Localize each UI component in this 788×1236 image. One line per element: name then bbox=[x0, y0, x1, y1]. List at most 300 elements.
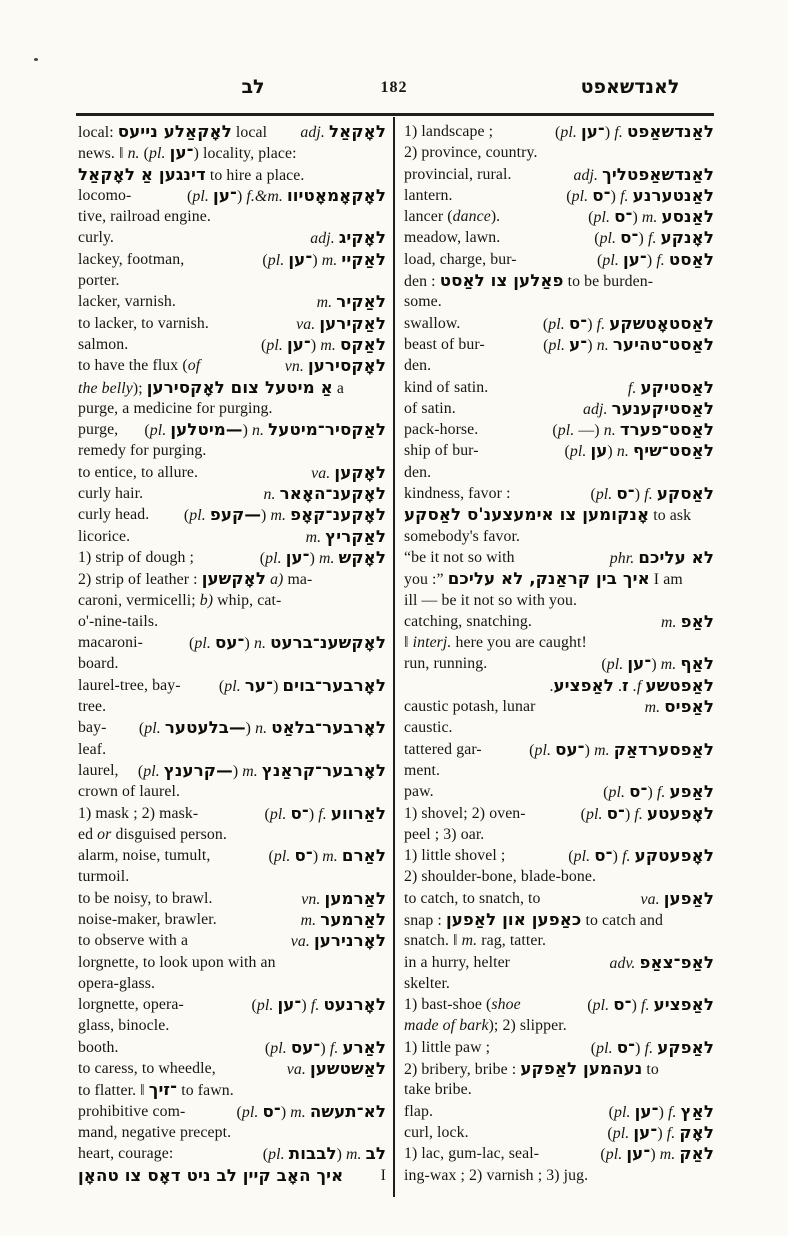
dictionary-line bbox=[78, 164, 386, 185]
entry-right-text: (pl. —קעפ) m. לאָקענ־קאָפ bbox=[183, 505, 386, 525]
entry-right-text: (pl. ־ס) f. לאַנטערנע bbox=[566, 185, 714, 205]
entry-left-text: lancer (dance). bbox=[404, 208, 501, 226]
entry-left-text: curl, lock. bbox=[404, 1123, 469, 1141]
entry-left-text: purge, a medicine for purging. bbox=[78, 399, 273, 417]
entry-left-text: 1) strip of dough ; bbox=[78, 548, 194, 566]
entry-left-text: דינגען אַ לאָקאַל to hire a place. bbox=[78, 164, 305, 184]
hebrew-text: לאָקאָמאָטיוו bbox=[286, 185, 386, 205]
hebrew-text: לאָפעטע bbox=[646, 803, 714, 823]
hebrew-text: ־ען bbox=[622, 249, 647, 269]
entry-left-text: take bribe. bbox=[404, 1081, 472, 1099]
hebrew-text: לאַנטערנע bbox=[632, 185, 714, 205]
entry-left-text: kindness, favor : bbox=[404, 485, 511, 503]
hebrew-text: ־ס bbox=[568, 313, 588, 333]
hebrew-text: ־ען bbox=[634, 1101, 659, 1121]
dictionary-line bbox=[78, 973, 386, 994]
entry-left-text: snatch. ‖ m. rag, tatter. bbox=[404, 932, 547, 950]
entry-left-text: 2) province, country. bbox=[404, 144, 538, 162]
entry-left-text: noise-maker, brawler. bbox=[78, 910, 217, 928]
dictionary-line bbox=[404, 675, 714, 696]
entry-left-text: ship of bur- bbox=[404, 442, 479, 460]
dictionary-line bbox=[78, 1037, 386, 1058]
entry-right-text: (pl. ־ען) m. לאַף bbox=[601, 654, 714, 674]
hebrew-text: ־עס bbox=[215, 633, 245, 653]
dictionary-line bbox=[78, 952, 386, 973]
dictionary-line bbox=[78, 632, 386, 653]
hebrew-text: לאַרמען bbox=[324, 888, 386, 908]
hebrew-text: ־ען bbox=[277, 995, 302, 1015]
entry-right-text: (pl. ־ס) m. לא־תעשה bbox=[236, 1101, 386, 1121]
entry-left-text: to flatter. ‖ ־זיך to fawn. bbox=[78, 1080, 234, 1100]
dictionary-line bbox=[78, 483, 386, 504]
entry-left-text: to caress, to wheedle, bbox=[78, 1060, 216, 1078]
dictionary-line bbox=[404, 760, 714, 781]
dictionary-line bbox=[78, 1165, 386, 1186]
dictionary-line bbox=[404, 419, 714, 440]
dictionary-line bbox=[78, 675, 386, 696]
hebrew-text: ־ען bbox=[626, 1144, 651, 1164]
hebrew-text: כאַפען און לאַפען bbox=[445, 909, 582, 929]
hebrew-text: לאַשטשען bbox=[309, 1059, 386, 1079]
entry-left-text: laurel, bbox=[78, 761, 119, 779]
entry-right-text: (pl. ־ען) m. לאַק bbox=[600, 1144, 714, 1164]
hebrew-text: לאָקש bbox=[338, 547, 386, 567]
dictionary-line bbox=[404, 462, 714, 483]
hebrew-text: לאַקיר bbox=[336, 292, 386, 312]
hebrew-text: לאַף bbox=[680, 654, 714, 674]
entry-left-text: 1) little paw ; bbox=[404, 1038, 491, 1056]
hebrew-text: לב bbox=[365, 1144, 386, 1164]
dictionary-line bbox=[404, 590, 714, 611]
entry-right-text: (pl. —) n. לאַסט־פערד bbox=[552, 420, 714, 440]
entry-left-text: to observe with a bbox=[78, 932, 189, 950]
entry-left-text: 2) strip of leather : לאָקשען a) ma- bbox=[78, 569, 313, 589]
hebrew-text: לאָפעטקע bbox=[634, 846, 714, 866]
entry-right-text: adj. לאַסטיקענער bbox=[583, 398, 714, 418]
dictionary-line bbox=[78, 760, 386, 781]
entry-right-text: vn. לאַרמען bbox=[301, 888, 386, 908]
dictionary-line bbox=[78, 1143, 386, 1164]
hebrew-text: ־ס bbox=[262, 1101, 281, 1121]
dictionary-line bbox=[404, 355, 714, 376]
entry-left-text: leaf. bbox=[78, 740, 107, 758]
hebrew-text: לאַפקע bbox=[657, 1037, 714, 1057]
entry-left-text: load, charge, bur- bbox=[404, 250, 517, 268]
hebrew-text: ־עס bbox=[290, 1037, 321, 1057]
hebrew-text: אַ מיטעל צום לאָקסירען bbox=[146, 377, 333, 397]
entry-right-text: (pl. ־ע) n. לאַסט־טהיער bbox=[543, 334, 714, 354]
dictionary-line bbox=[404, 1143, 714, 1164]
dictionary-line bbox=[404, 1165, 714, 1186]
entry-left-text: you :” איך בין קראַנק, לא עליכם I am bbox=[404, 569, 683, 589]
hebrew-text: ־ס bbox=[629, 782, 648, 802]
entry-left-text: curly head. bbox=[78, 506, 150, 524]
entry-right-text: (pl. ־ען) f. לאָק bbox=[607, 1122, 714, 1142]
dictionary-line bbox=[78, 462, 386, 483]
entry-left-text: purge, bbox=[78, 421, 119, 439]
hebrew-text: לאַפ־צאַפ bbox=[639, 952, 714, 972]
dictionary-line bbox=[78, 377, 386, 398]
entry-right-text: (pl. ־ער) לאָרבער־בוים bbox=[218, 675, 386, 695]
entry-left-text: 2) bribery, bribe : נעהמען לאַפקע to bbox=[404, 1059, 659, 1079]
entry-right-text: adj. לאָקיג bbox=[310, 228, 386, 248]
dictionary-line bbox=[78, 866, 386, 887]
entry-left-text: some. bbox=[404, 293, 442, 311]
entry-right-text: (pl. ־ס) f. לאַסקע bbox=[590, 484, 714, 504]
hebrew-text: לאַפע bbox=[669, 782, 714, 802]
hebrew-text: ־ען bbox=[627, 654, 652, 674]
hebrew-text: ־ער bbox=[244, 675, 274, 695]
dictionary-line bbox=[404, 1058, 714, 1079]
entry-left-text: lorgnette, to look upon with an bbox=[78, 953, 276, 971]
dictionary-line bbox=[404, 334, 714, 355]
dictionary-line bbox=[78, 994, 386, 1015]
entry-left-text: caustic potash, lunar bbox=[404, 698, 536, 716]
entry-left-text: ment. bbox=[404, 761, 441, 779]
dictionary-line bbox=[404, 611, 714, 632]
dictionary-line bbox=[404, 142, 714, 163]
hebrew-text: —קעפ bbox=[209, 505, 262, 525]
dictionary-line bbox=[404, 568, 714, 589]
hebrew-text: לבבות bbox=[288, 1144, 337, 1164]
hebrew-text: לאַסקע bbox=[656, 484, 714, 504]
hebrew-text: ־ס bbox=[592, 185, 611, 205]
dictionary-line bbox=[404, 717, 714, 738]
hebrew-text: לאַק bbox=[679, 1144, 714, 1164]
entry-left-text: made of bark); 2) slipper. bbox=[404, 1017, 567, 1035]
entry-left-text: caustic. bbox=[404, 719, 453, 737]
hebrew-text: לאַסט־טהיער bbox=[612, 334, 714, 354]
entry-left-text: bay- bbox=[78, 719, 107, 737]
entry-right-text: (pl. ־ס) f. לאַפציע bbox=[587, 995, 714, 1015]
dictionary-line bbox=[404, 398, 714, 419]
dictionary-line bbox=[78, 1101, 386, 1122]
entry-right-text: (pl. לבבות) m. לב bbox=[262, 1144, 386, 1164]
hebrew-text: איך האָב קיין לב ניט דאָס צו טהאָן bbox=[78, 1165, 344, 1185]
dictionary-line bbox=[78, 1079, 386, 1100]
entry-right-text: (pl. ־ס) f. לאָפעטקע bbox=[568, 846, 714, 866]
hebrew-text: לא עליכם bbox=[638, 547, 714, 567]
entry-right-text: adv. לאַפ־צאַפ bbox=[609, 952, 714, 972]
hebrew-text: ־ען bbox=[288, 249, 313, 269]
entry-left-text: den. bbox=[404, 463, 432, 481]
entry-right-text: phr. לא עליכם bbox=[609, 547, 714, 567]
column-divider-rule bbox=[393, 117, 395, 1197]
guide-word-right: לאנדשאפט bbox=[580, 76, 680, 98]
entry-left-text: in a hurry, helter bbox=[404, 953, 511, 971]
dictionary-line bbox=[78, 355, 386, 376]
entry-right-text: (pl. ־ס) f. לאַפקע bbox=[590, 1037, 714, 1057]
hebrew-text: לאַסט־שיף bbox=[632, 441, 714, 461]
entry-left-text: “be it not so with bbox=[404, 548, 515, 566]
entry-left-text: lacker, varnish. bbox=[78, 293, 176, 311]
entry-left-text: tree. bbox=[78, 698, 107, 716]
hebrew-text: לאָרבער־בוים bbox=[282, 675, 386, 695]
entry-left-text: tattered gar- bbox=[404, 740, 482, 758]
entry-left-text: peel ; 3) oar. bbox=[404, 825, 485, 843]
hebrew-text: לאַקסיר־מיטעל bbox=[268, 420, 386, 440]
entry-right-text: (pl. —מיטלען) n. לאַקסיר־מיטעל bbox=[144, 420, 386, 440]
entry-right-text: (pl. ־ס) f. לאָנקע bbox=[594, 228, 714, 248]
entry-left-text: ing-wax ; 2) varnish ; 3) jug. bbox=[404, 1166, 589, 1184]
hebrew-text: לאָקשען bbox=[201, 569, 266, 589]
hebrew-text: לאָקען bbox=[334, 462, 386, 482]
hebrew-text: לאָקשענ־ברעט bbox=[270, 633, 386, 653]
dictionary-line bbox=[404, 121, 714, 142]
entry-left-text: mand, negative precept. bbox=[78, 1123, 232, 1141]
entry-right-text: m. לאַרמער bbox=[300, 909, 386, 929]
entry-right-text: (pl. ־ען) f. לאַץ bbox=[608, 1101, 714, 1121]
entry-left-text: to be noisy, to brawl. bbox=[78, 889, 213, 907]
hebrew-text: לאָנקע bbox=[660, 228, 714, 248]
hebrew-text: ען bbox=[590, 441, 608, 461]
dictionary-column-right bbox=[404, 121, 714, 1186]
entry-right-text: (pl. ־ען) m. לאַקיי bbox=[262, 249, 386, 269]
dictionary-line bbox=[78, 824, 386, 845]
entry-right-text: f. לאַסטיקע bbox=[627, 377, 714, 397]
guide-word-left: לב bbox=[241, 76, 265, 98]
entry-right-text: (pl. ־ס) f. לאַרווע bbox=[264, 803, 386, 823]
entry-left-text: 1) lac, gum-lac, seal- bbox=[404, 1145, 540, 1163]
entry-left-text: porter. bbox=[78, 272, 120, 290]
hebrew-text: ־ען bbox=[285, 547, 310, 567]
entry-left-text: lorgnette, opera- bbox=[78, 996, 184, 1014]
entry-right-text: va. לאָקען bbox=[311, 462, 386, 482]
entry-left-text: prohibitive com- bbox=[78, 1102, 186, 1120]
dictionary-line bbox=[78, 568, 386, 589]
entry-left-text: den. bbox=[404, 357, 432, 375]
hebrew-text: לאַקירען bbox=[319, 313, 386, 333]
hebrew-text: ־ס bbox=[613, 995, 632, 1015]
hebrew-text: פאַלען צו לאַסט bbox=[439, 271, 564, 291]
header-rule bbox=[76, 113, 714, 116]
dictionary-line bbox=[404, 803, 714, 824]
dictionary-line bbox=[404, 824, 714, 845]
entry-left-text: to entice, to allure. bbox=[78, 463, 199, 481]
dictionary-column-left bbox=[78, 121, 386, 1186]
hebrew-text: ־ס bbox=[594, 846, 613, 866]
entry-left-text: catching, snatching. bbox=[404, 612, 532, 630]
entry-left-text: laurel-tree, bay- bbox=[78, 676, 181, 694]
hebrew-text: לאָקיג bbox=[338, 228, 386, 248]
hebrew-text: ־ס bbox=[290, 803, 309, 823]
hebrew-text: לאַרם bbox=[341, 846, 386, 866]
hebrew-text: לאַנסע bbox=[661, 207, 714, 227]
dictionary-line bbox=[404, 781, 714, 802]
dictionary-line bbox=[404, 547, 714, 568]
hebrew-text: לאָקענ־האָאר bbox=[279, 484, 386, 504]
dictionary-line bbox=[78, 845, 386, 866]
dictionary-line bbox=[78, 291, 386, 312]
dictionary-line bbox=[78, 590, 386, 611]
entry-right-text: (pl. ־ס) f. לאַפע bbox=[603, 782, 714, 802]
entry-left-text: ill — be it not so with you. bbox=[404, 591, 578, 609]
dictionary-line bbox=[404, 909, 714, 930]
entry-right-text: (pl. —קרענץ) m. לאָרבער־קראַנץ bbox=[137, 760, 386, 780]
hebrew-text: ־ען bbox=[580, 122, 605, 141]
dictionary-line bbox=[404, 206, 714, 227]
hebrew-text: לאַפציע bbox=[653, 995, 714, 1015]
hebrew-text: ־ס bbox=[294, 846, 313, 866]
entry-right-text: adj. לאָקאַל bbox=[300, 122, 386, 141]
entry-right-text: (pl. ־ס) m. לאַנסע bbox=[588, 207, 714, 227]
hebrew-text: לאָק bbox=[679, 1122, 714, 1142]
hebrew-text: לאַנדשאַפט bbox=[626, 122, 714, 141]
entry-left-text: the belly); אַ מיטעל צום לאָקסירען a bbox=[78, 377, 344, 397]
entry-left-text: snap : כאַפען און לאַפען to catch and bbox=[404, 909, 663, 929]
entry-left-text: ‖ interj. here you are caught! bbox=[404, 634, 587, 652]
entry-right-text: va. לאַקירען bbox=[296, 313, 386, 333]
dictionary-line bbox=[404, 739, 714, 760]
hebrew-text: לאַסטיקענער bbox=[611, 398, 714, 418]
hebrew-text: לאַפציע bbox=[553, 675, 614, 695]
entry-right-text: va. לאָרנירען bbox=[290, 931, 386, 951]
entry-right-text: (pl. ־עס) f. לאַרע bbox=[264, 1037, 386, 1057]
hebrew-text: לאַסטאָטשקע bbox=[609, 313, 714, 333]
entry-left-text: board. bbox=[78, 655, 119, 673]
entry-left-text: אָנקומען צו אימעצענ'ס לאַסקע to ask bbox=[404, 505, 692, 525]
entry-right-text: (pl. ־ס) m. לאַרם bbox=[268, 846, 386, 866]
dictionary-line bbox=[404, 888, 714, 909]
hebrew-text: ־ען bbox=[286, 334, 311, 354]
dictionary-line bbox=[404, 313, 714, 334]
entry-right-text: (pl. ען) n. לאַסט־שיף bbox=[564, 441, 714, 461]
entry-left-text: curly hair. bbox=[78, 485, 144, 503]
dictionary-line bbox=[78, 717, 386, 738]
hebrew-text: נעהמען לאַפקע bbox=[520, 1059, 643, 1079]
entry-left-text: 1) shovel; 2) oven- bbox=[404, 804, 526, 822]
hebrew-text: לאַקריץ bbox=[325, 526, 386, 546]
entry-right-text: n. לאָקענ־האָאר bbox=[263, 484, 386, 504]
hebrew-text: לאָקאַל bbox=[329, 122, 386, 141]
entry-left-text: 2) shoulder-bone, blade-bone. bbox=[404, 868, 597, 886]
entry-left-text: glass, binocle. bbox=[78, 1017, 170, 1035]
dictionary-line bbox=[404, 526, 714, 547]
dictionary-line bbox=[78, 781, 386, 802]
hebrew-text: אָנקומען צו אימעצענ'ס לאַסקע bbox=[404, 505, 650, 525]
entry-right-text: (pl. ־ען) f. לאָרנעט bbox=[251, 995, 386, 1015]
entry-right-text: m. לאַפ bbox=[661, 611, 714, 631]
entry-left-text: provincial, rural. bbox=[404, 165, 512, 183]
hebrew-text: לאַפ bbox=[680, 611, 714, 631]
hebrew-text: ז bbox=[622, 675, 629, 695]
dictionary-line bbox=[404, 1101, 714, 1122]
hebrew-text: לאַפסערדאַק bbox=[613, 739, 714, 759]
entry-left-text: kind of satin. bbox=[404, 378, 489, 396]
entry-left-text: 1) bast-shoe (shoe bbox=[404, 996, 521, 1014]
hebrew-text: דינגען אַ לאָקאַל bbox=[78, 164, 206, 184]
entry-left-text: lackey, footman, bbox=[78, 250, 185, 268]
dictionary-line bbox=[404, 1015, 714, 1036]
entry-left-text: ed or disguised person. bbox=[78, 825, 227, 843]
hebrew-text: ־זיך bbox=[148, 1080, 178, 1100]
dictionary-line bbox=[78, 1122, 386, 1143]
page-number: 182 bbox=[380, 79, 408, 96]
dictionary-line bbox=[78, 398, 386, 419]
dictionary-line bbox=[78, 227, 386, 248]
entry-left-text: caroni, vermicelli; b) whip, cat- bbox=[78, 591, 282, 609]
hebrew-text: לאַקיי bbox=[341, 249, 386, 269]
entry-left-text: 1) landscape ; bbox=[404, 123, 494, 140]
entry-right-text: (pl. ־ען) f. לאַנדשאַפט bbox=[555, 122, 714, 141]
entry-left-text: locomo- bbox=[78, 186, 132, 204]
dictionary-line bbox=[78, 888, 386, 909]
entry-left-text: salmon. bbox=[78, 335, 129, 353]
entry-right-text: adj. לאַנדשאַפטליך bbox=[573, 164, 714, 184]
hebrew-text: לאַרווע bbox=[330, 803, 386, 823]
hebrew-text: ־ען bbox=[169, 143, 194, 163]
entry-right-text: va. לאַפען bbox=[640, 888, 714, 908]
dictionary-line bbox=[78, 547, 386, 568]
dictionary-line bbox=[78, 653, 386, 674]
entry-left-text: to have the flux (of bbox=[78, 357, 201, 375]
entry-right-text: (pl. ־ען) f.&m. לאָקאָמאָטיוו bbox=[187, 185, 386, 205]
dictionary-line bbox=[404, 291, 714, 312]
dictionary-line bbox=[404, 440, 714, 461]
entry-right-text: (pl. ־ען) m. לאָקש bbox=[259, 547, 386, 567]
hebrew-text: לאַפטשע bbox=[645, 675, 714, 695]
hebrew-text: —מיטלען bbox=[170, 420, 243, 440]
dictionary-line bbox=[78, 440, 386, 461]
dictionary-line bbox=[404, 994, 714, 1015]
entry-left-text: of satin. bbox=[404, 399, 456, 417]
entry-right-text: m. לאַפיס bbox=[644, 697, 714, 717]
hebrew-text: ־ען bbox=[633, 1122, 658, 1142]
entry-left-text: heart, courage: bbox=[78, 1145, 174, 1163]
entry-left-text: 1) mask ; 2) mask- bbox=[78, 804, 199, 822]
hebrew-text: ־ס bbox=[616, 1037, 636, 1057]
dictionary-line bbox=[404, 504, 714, 525]
dictionary-line bbox=[78, 419, 386, 440]
entry-right-text: (pl. ־ס) f. לאַסטאָטשקע bbox=[542, 313, 714, 333]
dictionary-line bbox=[78, 249, 386, 270]
entry-left-text: alarm, noise, tumult, bbox=[78, 847, 211, 865]
dictionary-line bbox=[78, 696, 386, 717]
entry-left-text: paw. bbox=[404, 783, 434, 801]
entry-left-text: meadow, lawn. bbox=[404, 229, 501, 247]
hebrew-text: לאַץ bbox=[680, 1101, 714, 1121]
hebrew-text: לאַקס bbox=[339, 334, 386, 354]
dictionary-line bbox=[78, 121, 386, 142]
dictionary-line bbox=[404, 185, 714, 206]
hebrew-text: ־עס bbox=[555, 739, 585, 759]
entry-right-text: m. לאַקיר bbox=[316, 292, 386, 312]
hebrew-text: ־ס bbox=[620, 228, 639, 248]
dictionary-line bbox=[78, 526, 386, 547]
dictionary-line bbox=[78, 739, 386, 760]
entry-right-text: לאַפטשע f. ז. לאַפציע. bbox=[549, 675, 714, 695]
entry-right-text: I bbox=[380, 1166, 386, 1184]
entry-left-text: opera-glass. bbox=[78, 974, 156, 992]
dictionary-line bbox=[404, 930, 714, 951]
entry-right-text: m. לאַקריץ bbox=[305, 526, 386, 546]
dictionary-line bbox=[78, 504, 386, 525]
entry-left-text: macaroni- bbox=[78, 634, 143, 652]
hebrew-text: לאַסטיקע bbox=[640, 377, 714, 397]
entry-left-text bbox=[78, 1165, 343, 1186]
hebrew-text: לאַפען bbox=[663, 888, 714, 908]
dictionary-line bbox=[78, 803, 386, 824]
hebrew-text: ־ס bbox=[606, 803, 625, 823]
dictionary-line bbox=[78, 313, 386, 334]
hebrew-text: —בלעטער bbox=[164, 718, 246, 738]
dictionary-line bbox=[404, 270, 714, 291]
entry-left-text: flap. bbox=[404, 1102, 434, 1120]
dictionary-line bbox=[404, 377, 714, 398]
entry-left-text: to lacker, to varnish. bbox=[78, 314, 209, 332]
entry-left-text: den : פאַלען צו לאַסט to be burden- bbox=[404, 271, 654, 291]
entry-left-text: news. ‖ n. (pl. ־ען) locality, place: bbox=[78, 143, 297, 163]
